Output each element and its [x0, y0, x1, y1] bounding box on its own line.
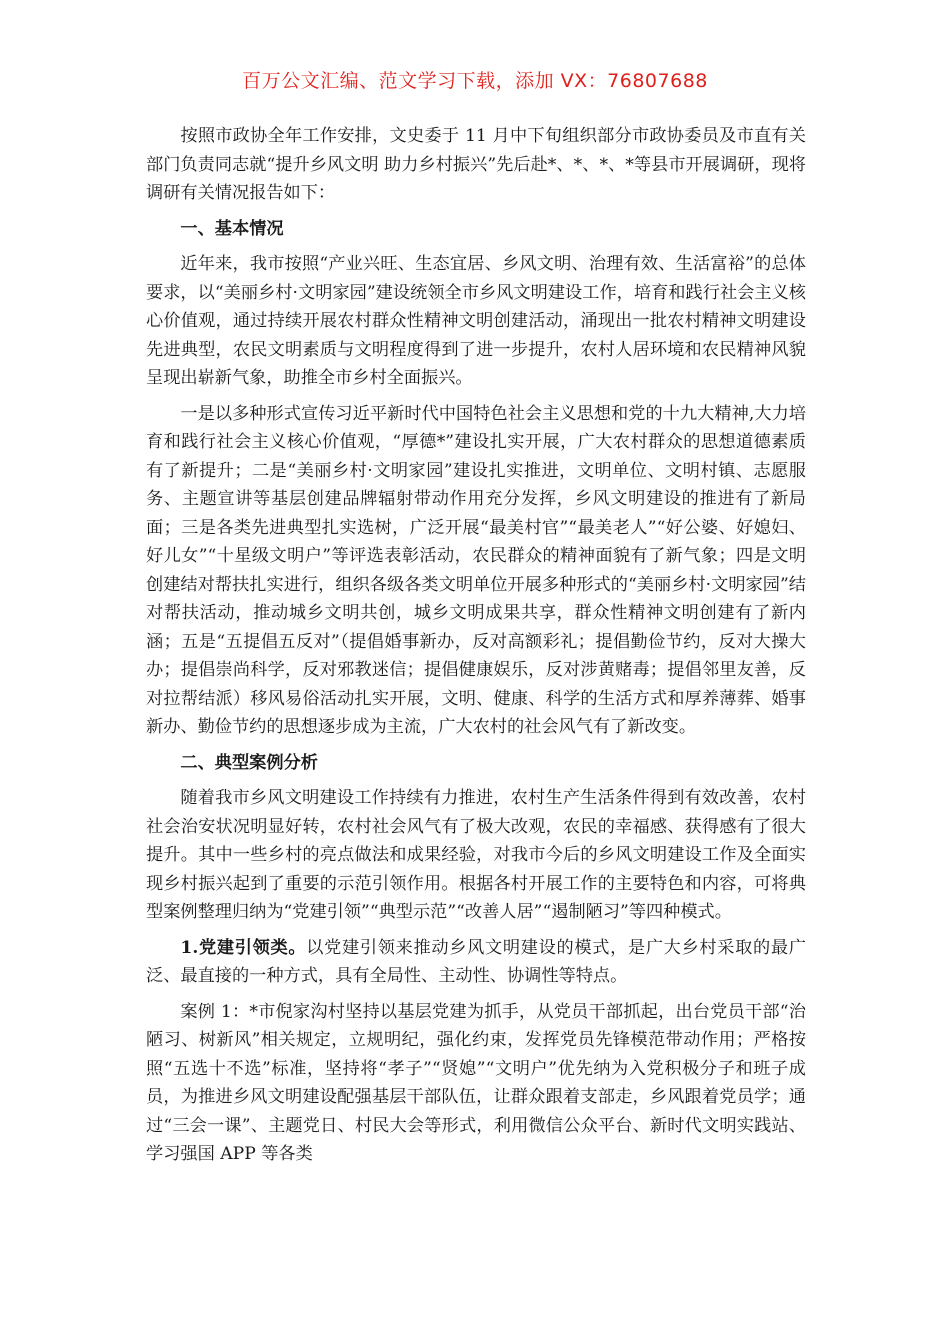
section1-paragraph-2: 一是以多种形式宣传习近平新时代中国特色社会主义思想和党的十九大精神,大力培育和践行社会主义核心价值观，“厚德*”建设扎实开展，广大农村群众的思想道德素质有了新提升；二是“美丽乡村·文明家园”建设扎实推进，文明单位、文明村镇、志愿服务、主题宣讲等基层创建品牌辐射带动作用充分发挥，乡风文明建设的推进有了新局面；三是各类先进典型扎实选树，广泛开展“最美村官”“最美老人”“好公婆、好媳妇、好儿女”“十星级文明户”等评选表彰活动，农民群众的精神面貌有了新气象；四是文明创建结对帮扶扎实进行，组织各级各类文明单位开展多种形式的“美丽乡村·文明家园”结对帮扶活动，推动城乡文明共创，城乡文明成果共享，群众性精神文明创建有了新内涵；五是“五提倡五反对”（提倡婚事新办，反对高额彩礼；提倡勤俭节约，反对大操大办；提倡崇尚科学，反对邪教迷信；提倡健康娱乐，反对涉黄赌毒；提倡邻里友善，反对拉帮结派）移风易俗活动扎实开展，文明、健康、科学的生活方式和厚养薄葬、婚事新办、勤俭节约的思想逐步成为主流，广大农村的社会风气有了新改变。	[146, 403, 806, 737]
document-body	[146, 122, 806, 1176]
item1-text: 以党建引领来推动乡风文明建设的模式，是广大乡村采取的最广泛、最直接的一种方式，具有全局性、主动性、协调性等特点。	[146, 937, 806, 986]
item1-lead: 1.党建引领类。	[180, 937, 307, 958]
section-heading-basic: 一、基本情况	[180, 218, 284, 239]
section-heading-cases: 二、典型案例分析	[180, 752, 318, 773]
case1-paragraph: 案例 1：*市倪家沟村坚持以基层党建为抓手，从党员干部抓起，出台党员干部“治陋习、树新风”相关规定，立规明纪，强化约束，发挥党员先锋模范带动作用；严格按照“五选十不选”标准，坚持将“孝子”“贤媳”“文明户”优先纳为入党积极分子和班子成员，为推进乡风文明建设配强基层干部队伍，让群众跟着支部走，乡风跟着党员学；通过“三会一课”、主题党日、村民大会等形式，利用微信公众平台、新时代文明实践站、学习强国 APP 等各类	[146, 1001, 806, 1164]
section1-paragraph-1: 近年来，我市按照“产业兴旺、生态宜居、乡风文明、治理有效、生活富裕”的总体要求，以“美丽乡村·文明家园”建设统领全市乡风文明建设工作，培育和践行社会主义核心价值观，通过持续开展农村群众性精神文明创建活动，涌现出一批农村精神文明建设先进典型，农民文明素质与文明程度得到了进一步提升，农村人居环境和农民精神风貌呈现出崭新气象，助推全市乡村全面振兴。	[146, 254, 806, 388]
intro-paragraph: 按照市政协全年工作安排，文史委于 11 月中下旬组织部分市政协委员及市直有关部门负责同志就“提升乡风文明 助力乡村振兴”先后赴*、*、*、*等县市开展调研，现将调研有关情况报告如下：	[146, 126, 806, 203]
section2-paragraph-1: 随着我市乡风文明建设工作持续有力推进，农村生产生活条件得到有效改善，农村社会治安状况明显好转，农村社会风气有了极大改观，农民的幸福感、获得感有了很大提升。其中一些乡村的亮点做法和成果经验，对我市今后的乡风文明建设工作及全面实现乡村振兴起到了重要的示范引领作用。根据各村开展工作的主要特色和内容，可将典型案例整理归纳为“党建引领”“典型示范”“改善人居”“遏制陋习”等四种模式。	[146, 788, 806, 922]
item1-paragraph	[146, 934, 806, 991]
header-banner: 百万公文汇编、范文学习下载，添加 VX：76807688	[242, 70, 708, 92]
